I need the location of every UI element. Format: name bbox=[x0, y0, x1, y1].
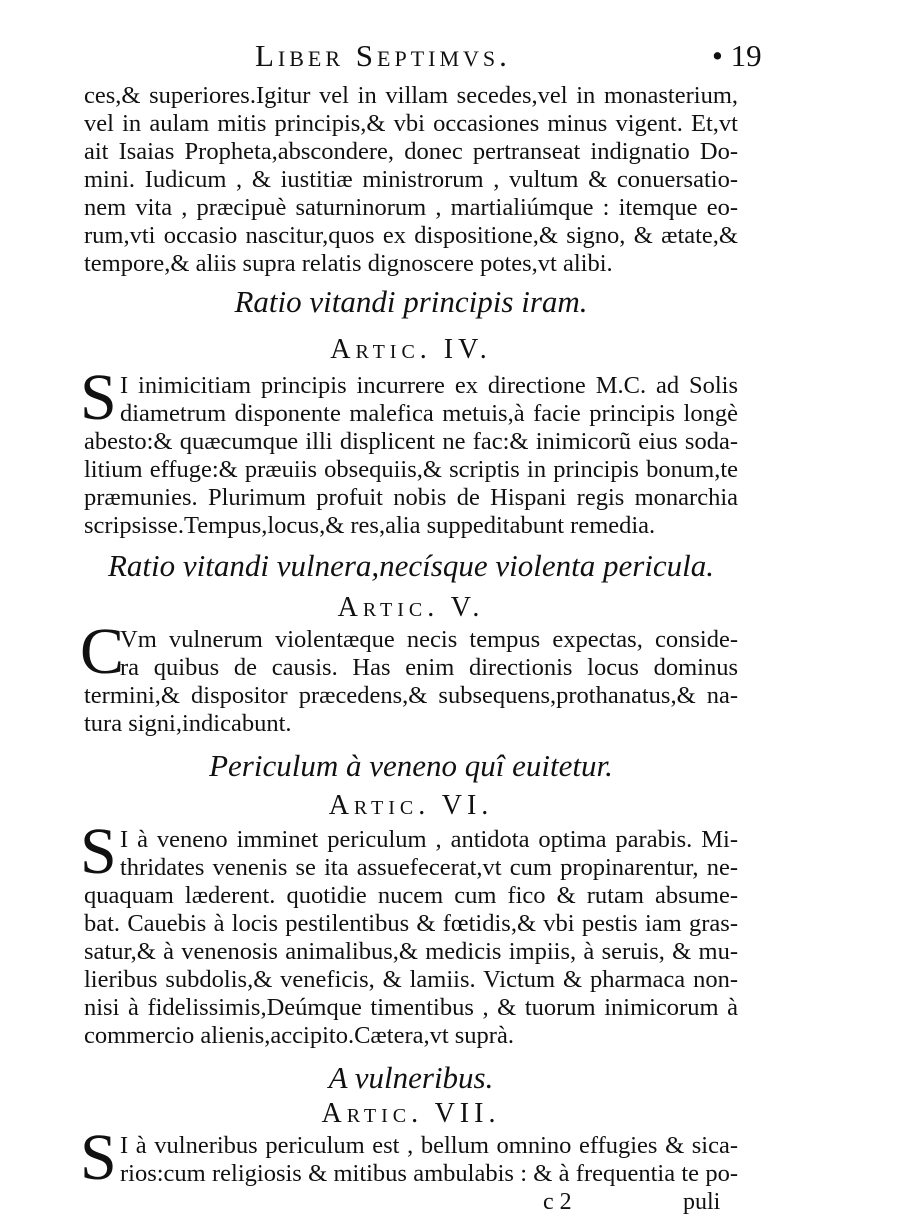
text-line: Vm vulnerum violentæque necis tempus expectas, conside- bbox=[120, 626, 738, 653]
drop-cap: S bbox=[80, 1121, 117, 1194]
drop-cap: C bbox=[80, 615, 125, 688]
text-line: diametrum disponente malefica metuis,à facie principis longè bbox=[120, 400, 738, 427]
running-head bbox=[0, 38, 900, 78]
catchword: puli bbox=[683, 1189, 721, 1215]
text-line: rum,vti occasio nascitur,quos ex dispositione,& signo, & ætate,& bbox=[84, 222, 738, 249]
text-line: thridates venenis se ita assuefecerat,vt cum propinarentur, ne- bbox=[120, 854, 738, 881]
text-line: termini,& dispositor præcedens,& subsequens,prothanatus,& na- bbox=[84, 682, 738, 709]
text-line: præmunies. Plurimum profuit nobis de Hispani regis monarchia bbox=[84, 484, 738, 511]
text-line: scripsisse.Tempus,locus,& res,alia suppeditabunt remedia. bbox=[84, 512, 656, 539]
text-line: lieribus subdolis,& veneficis, & lamiis. Victum & pharmaca non- bbox=[84, 966, 738, 993]
text-line: mini. Iudicum , & iustitiæ ministrorum , vultum & conuersatio- bbox=[84, 166, 738, 193]
section-heading: Ratio vitandi vulnera,necísque violenta pericula. bbox=[107, 548, 715, 583]
text-line: I à veneno imminet periculum , antidota optima parabis. Mi- bbox=[120, 826, 738, 853]
drop-cap: S bbox=[80, 815, 117, 888]
text-line: tempore,& aliis supra relatis dignoscere potes,vt alibi. bbox=[84, 250, 613, 277]
article-number: Artic. VII. bbox=[321, 1098, 501, 1129]
section-heading: Periculum à veneno quî euitetur. bbox=[209, 748, 613, 783]
article-number: Artic. VI. bbox=[328, 790, 494, 821]
text-line: bat. Cauebis à locis pestilentibus & fœtidis,& vbi pestis iam gras- bbox=[84, 910, 738, 937]
text-line: ces,& superiores.Igitur vel in villam secedes,vel in monasterium, bbox=[84, 82, 738, 109]
text-line: satur,& à venenosis animalibus,& medicis impiis, à seruis, & mu- bbox=[84, 938, 738, 965]
text-line: tura signi,indicabunt. bbox=[84, 710, 292, 737]
running-title: Liber Septimvs. bbox=[255, 38, 511, 73]
text-line: ra quibus de causis. Has enim directionis locus dominus bbox=[120, 654, 738, 681]
text-line: rios:cum religiosis & mitibus ambulabis : & à frequentia te po- bbox=[120, 1160, 738, 1187]
signature-mark: c 2 bbox=[543, 1189, 572, 1215]
text-line: nem vita , præcipuè saturninorum , martialiúmque : itemque eo- bbox=[84, 194, 738, 221]
article-number: Artic. IV. bbox=[330, 334, 492, 365]
text-line: ait Isaias Propheta,abscondere, donec pertranseat indignatio Do- bbox=[84, 138, 738, 165]
text-line: litium effuge:& præuiis obsequiis,& scriptis in principis bonum,te bbox=[84, 456, 738, 483]
text-line: abesto:& quæcumque illi displicent ne fac:& inimicorũ eius soda- bbox=[84, 428, 738, 455]
text-line: quaquam læderent. quotidie nucem cum fico & rutam absume- bbox=[84, 882, 738, 909]
text-line: vel in aulam mitis principis,& vbi occasiones minus vigent. Et,vt bbox=[84, 110, 738, 137]
article-number: Artic. V. bbox=[337, 592, 485, 623]
text-line: I à vulneribus periculum est , bellum omnino effugies & sica- bbox=[120, 1132, 738, 1159]
drop-cap: S bbox=[80, 361, 117, 434]
text-line: nisi à fidelissimis,Deúmque timentibus , & tuorum inimicorum à bbox=[84, 994, 738, 1021]
section-heading: A vulneribus. bbox=[328, 1060, 494, 1095]
section-heading: Ratio vitandi principis iram. bbox=[234, 284, 588, 319]
text-line: commercio alienis,accipito.Cætera,vt suprà. bbox=[84, 1022, 514, 1049]
page-number: • 19 bbox=[712, 38, 762, 73]
text-line: I inimicitiam principis incurrere ex directione M.C. ad Solis bbox=[120, 372, 738, 399]
